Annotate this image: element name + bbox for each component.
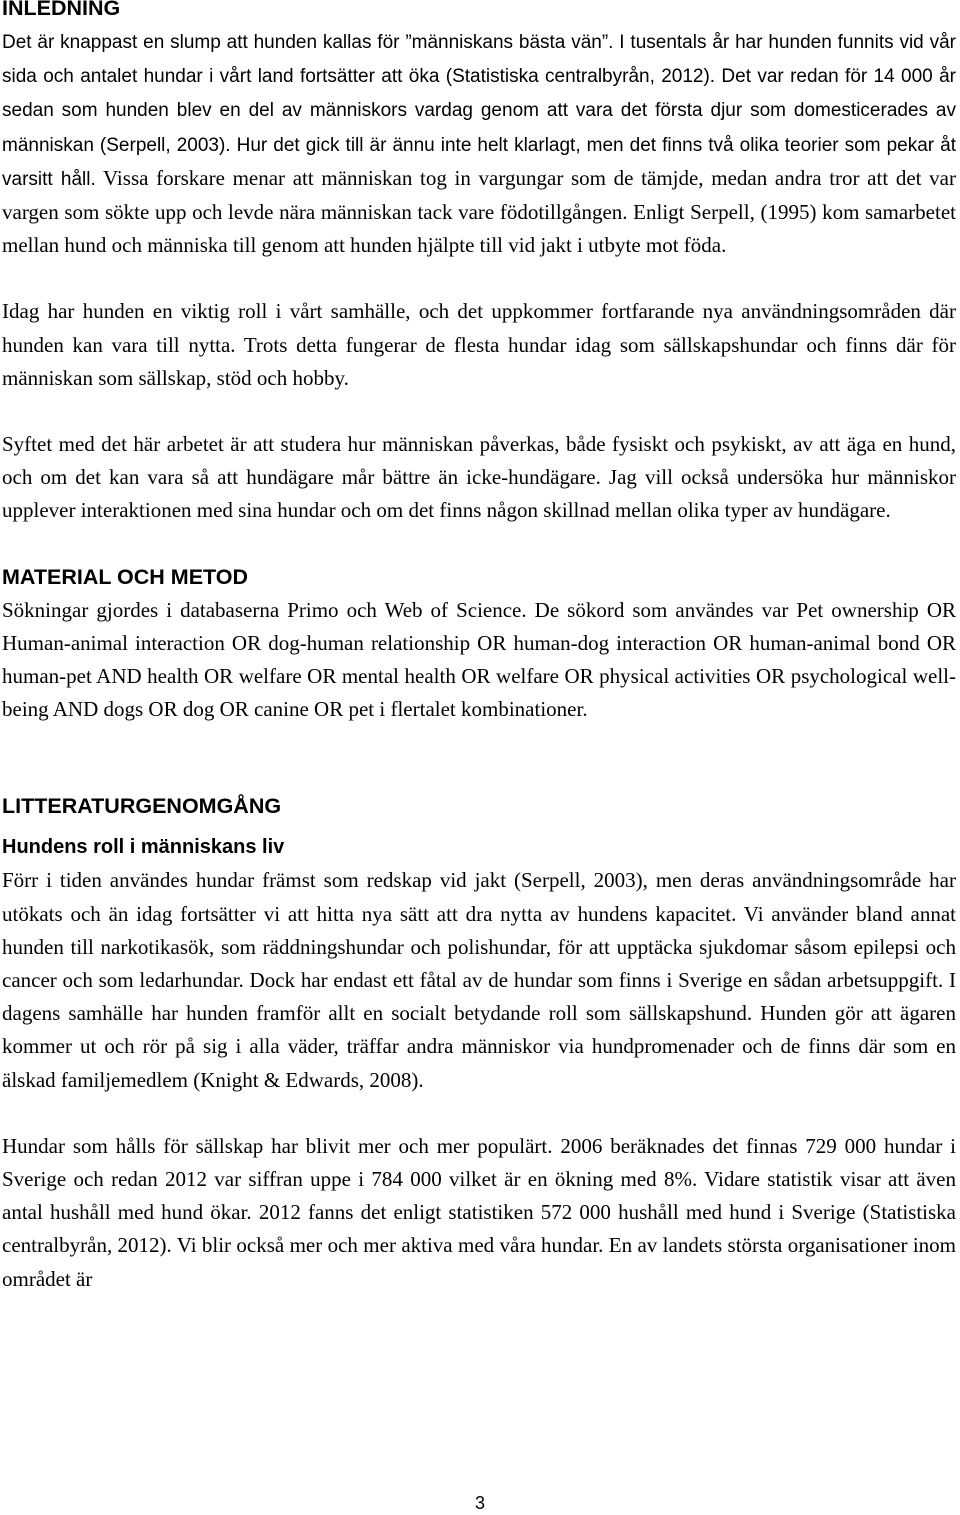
subheading-dog-role: Hundens roll i människans liv <box>2 836 285 859</box>
dog-role-paragraph-1: Förr i tiden användes hundar främst som redskap vid jakt (Serpell, 2003), men deras användningsområde har utökats och än idag fortsätter vi att hitta nya sätt att dra nytta av hundens kapacitet. Vi använder bland annat hunden till narkotikasök, som räddningshundar och polishundar, för att upptäcka sjukdomar såsom epilepsi och cancer och som ledarhundar. Dock har endast ett fåtal av de hundar som finns i Sverige en sådan arbetsuppgift. I dagens samhälle har hunden framför allt en socialt betydande roll som sällskapshund. Hunden gör att ägaren kommer ut och rör på sig i alla väder, träffar andra människor via hundpromenader och de finns där som en älskad familjemedlem (Knight & Edwards, 2008). <box>2 868 956 1092</box>
introduction-paragraph-1-sans-text: Det är knappast en slump att hunden kallas för ”människans bästa vän”. I tusentals år har hunden funnits vid vår sida och antalet hundar i vårt land fortsätter att öka (Statistiska centralbyrån, 2012). Det var redan för 14 000 år sedan som hunden blev en del av människors vardag genom att vara det första djur som domesticerades av människan (Serpell, 2003). Hur det gick till är ännu inte helt klarlagt, men det finns två olika teorier som pekar åt varsitt håll. <box>2 32 956 190</box>
section-spacer <box>2 528 956 561</box>
introduction-paragraph-1 <box>2 25 956 262</box>
heading-literature-review: LITTERATURGENOMGÅNG <box>2 794 282 819</box>
paragraph-spacer <box>2 262 956 295</box>
introduction-paragraph-2: Idag har hunden en viktig roll i vårt samhälle, och det uppkommer fortfarande nya användningsområden där hunden kan vara till nytta. Trots detta fungerar de flesta hundar idag som sällskapshundar och finns där för människan som sällskap, stöd och hobby. <box>2 299 956 390</box>
introduction-paragraph-3: Syftet med det här arbetet är att studera hur människan påverkas, både fysiskt och psykiskt, av att äga en hund, och om det kan vara så att hundägare mår bättre än icke-hundägare. Jag vill också undersöka hur människor upplever interaktionen med sina hundar och om det finns någon skillnad mellan olika typer av hundägare. <box>2 432 956 523</box>
material-method-paragraph: Sökningar gjordes i databaserna Primo och Web of Science. De sökord som användes var Pet ownership OR Human-animal interaction OR dog-human relationship OR human-dog interaction OR human-animal bond OR human-pet AND health OR welfare OR mental health OR welfare OR physical activities OR psychological well-being AND dogs OR dog OR canine OR pet i flertalet kombinationer. <box>2 597 956 722</box>
page-content <box>2 0 956 1296</box>
paragraph-spacer <box>2 1097 956 1130</box>
heading-introduction: INLEDNING <box>2 0 121 20</box>
heading-material-method: MATERIAL OCH METOD <box>2 564 249 589</box>
paragraph-spacer <box>2 395 956 428</box>
dog-role-paragraph-2: Hundar som hålls för sällskap har blivit mer och mer populärt. 2006 beräknades det finnas 729 000 hundar i Sverige och redan 2012 var siffran uppe i 784 000 vilket är en ökning med 8%. Vidare statistik visar att även antal hushåll med hund ökar. 2012 fanns det enligt statistiken 572 000 hushåll med hund i Sverige (Statistiska centralbyrån, 2012). Vi blir också mer och mer aktiva med våra hundar. En av landets största organisationer inom området är <box>2 1133 956 1291</box>
page-number: 3 <box>474 1493 485 1513</box>
introduction-paragraph-1-serif-text: Vissa forskare menar att människan tog in vargungar som de tämjde, medan andra tror att det var vargen som sökte upp och levde nära människan tack vare födotillgången. Enligt Serpell, (1995) kom samarbetet mellan hund och människa till genom att hunden hjälpte till vid jakt i utbyte mot föda. <box>2 165 956 258</box>
section-spacer <box>2 726 956 790</box>
